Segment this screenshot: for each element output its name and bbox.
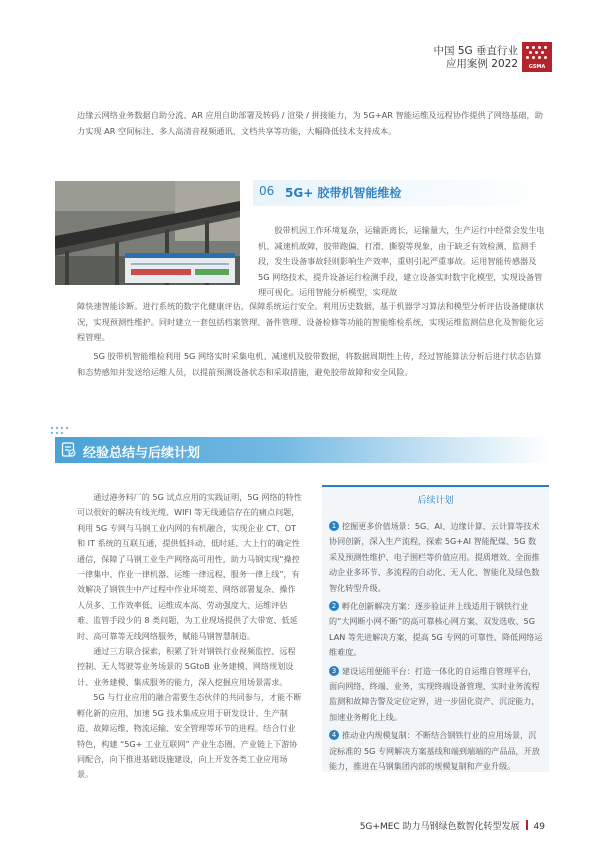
plan-item-text: 建设运用便能平台：打造一体化的自运维自管理平台，面向网络、终端、业务，实现终端设备管理、实时业务流程监测和故障告警及定位定界，进一步固化资产、沉淀能力，加速业务孵化上线。 [329, 665, 540, 722]
header-line2: 应用案例 2022 [445, 58, 518, 70]
plan-item [329, 519, 543, 596]
plan-item [329, 664, 543, 726]
section6-paragraph-1: 胶带机因工作环境复杂，运输距离长，运输量大，生产运行中经常会发生电机、减速机故障，胶带跑偏、打滑、撕裂等现象，由于缺乏有效检测、监测手段，发生设备事故轻则影响生产效率，重则引起严重事故。运用智能传感器及 5G 网络技术，提升设备运行检测手段，建立设备实时数字化模型，实现设备管理可视化。运用智能分析模型，实现故 [258, 225, 545, 297]
section-number: 06 [259, 184, 275, 198]
summary-paragraph-1: 通过港务料厂的 5G 试点应用的实践证明，5G 网络的特性可以很好的解决有线光缆、WIFI 等无线通信存在的痛点问题，利用 5G 专网与马钢工业内网的有机融合，实现企业 CT、OT 和 IT 系统的互联互通，提供低抖动、低时延、大上行的确定性通信，保障了马钢工业生产网络高可用性，助力马钢实现“操控一律集中、作业一律机器、运维一律远程、服务一律上线”，有效解决了钢铁生中产过程中作业环境差、网络部署复杂、操作人员多、工作效率低、运维成本高、劳动强度大、运维评估难、监管手段少的 8 类问题，为工业现场提供了大带宽、低延时、高可靠等无线网络服务，赋能马钢智慧制造。 [77, 492, 302, 641]
summary-banner [55, 437, 550, 463]
footer-divider [526, 820, 528, 830]
header-line1: 中国 5G 垂直行业 [433, 45, 518, 57]
intro-paragraph: 边缘云网络业务数据自助分流、AR 应用自助部署及转码 / 渲染 / 拼接能力，为 5G+AR 智能运维及远程协作提供了网络基础，助力实现 AR 空间标注、多人高清音视频通讯、文档共享等功能，大幅降低技术支持成本。 [77, 110, 543, 136]
plan-list [329, 519, 543, 778]
section-title: 5G+ 胶带机智能维检 [285, 186, 402, 200]
plan-number-badge: 2 [329, 601, 339, 611]
plan-title: 后续计划 [417, 496, 454, 506]
gsma-logo [522, 42, 552, 72]
page-footer [360, 819, 545, 832]
logo-dots [526, 46, 548, 60]
summary-left-column [77, 490, 302, 783]
plan-item-text: 挖掘更多价值场景：5G、AI、边缘计算、云计算等技术协同创新，深入生产流程，探索 5G+AI 智能配煤、5G 数采及预测性维护、电子围栏等价值应用。提质增效、全面推动企业多环节、多流程的自动化、无人化、智能化及绿色数智化转型升级。 [329, 521, 540, 593]
summary-paragraph-3: 5G 与行业应用的融合需要生态伙伴的共同参与，才能不断孵化新的应用，加速 5G 技术集成应用于研发设计、生产制造、故障运维、物流运输、安全管理等环节的进程。结合行业特色，构建 “5G+ 工业互联网” 产业生态圈，产业链上下游协同配合，向下推进基础设施建设，向上开发各类工业应用场景。 [77, 692, 302, 780]
plan-item-text: 推动业内规模复制：不断结合钢铁行业的应用场景，沉淀标准的 5G 专网解决方案基线和端到端端的产品品，开放能力，推进在马钢集团内部的规模复制和产业升级。 [329, 730, 540, 772]
logo-text: GSMA [528, 64, 546, 70]
section6-paragraph-2: 障快速智能诊断。进行系统的数字化健康评估，保障系统运行安全。利用历史数据，基于机器学习算法和模型分析评估设备健康状况，实现预测性维护。同时建立一套包括档案管理、备件管理、设备检修等功能的智能维检系统，实现运维监测信息化及智能化运程管理。 [77, 301, 544, 342]
plan-item-text: 孵化创新解决方案：逐步验证并上线适用于钢铁行业的“大网断小网不断”的高可靠核心网方案、双发选收、5G LAN 等先进解决方案，提高 5G 专网的可靠性、降低网络运维难度。 [329, 601, 543, 658]
conveyor-image-icon [55, 181, 240, 285]
plan-number-badge: 3 [329, 666, 339, 676]
plan-item [329, 728, 543, 774]
plan-item [329, 599, 543, 661]
footer-title: 5G+MEC 助力马钢绿色数智化转型发展 [359, 822, 520, 832]
page-number: 49 [533, 822, 545, 832]
summary-paragraph-2: 通过三方联合探索，积累了针对钢铁行业视频监控、远程控制、无人驾驶等业务场景的 5GtoB 业务建模、网络规划设计、业务建模、集成服务的能力，深入挖掘应用场景需求。 [77, 646, 296, 687]
page-header [434, 45, 519, 71]
conveyor-photo [55, 181, 240, 285]
section-06-heading [253, 180, 549, 206]
plan-number-badge: 1 [329, 521, 339, 531]
section6-paragraph-3: 5G 胶带机智能维检利用 5G 网络实时采集电机、减速机及胶带数据，将数据周期性上传，经过智能算法分析后进行状态估算和态势感知并发送给运维人员，以提前预测设备状态和采取措施，避免胶带故障和安全风险。 [77, 351, 542, 377]
plan-number-badge: 4 [329, 730, 339, 740]
summary-title: 经验总结与后续计划 [83, 446, 201, 461]
document-check-icon [61, 442, 76, 457]
plan-box [322, 485, 549, 772]
